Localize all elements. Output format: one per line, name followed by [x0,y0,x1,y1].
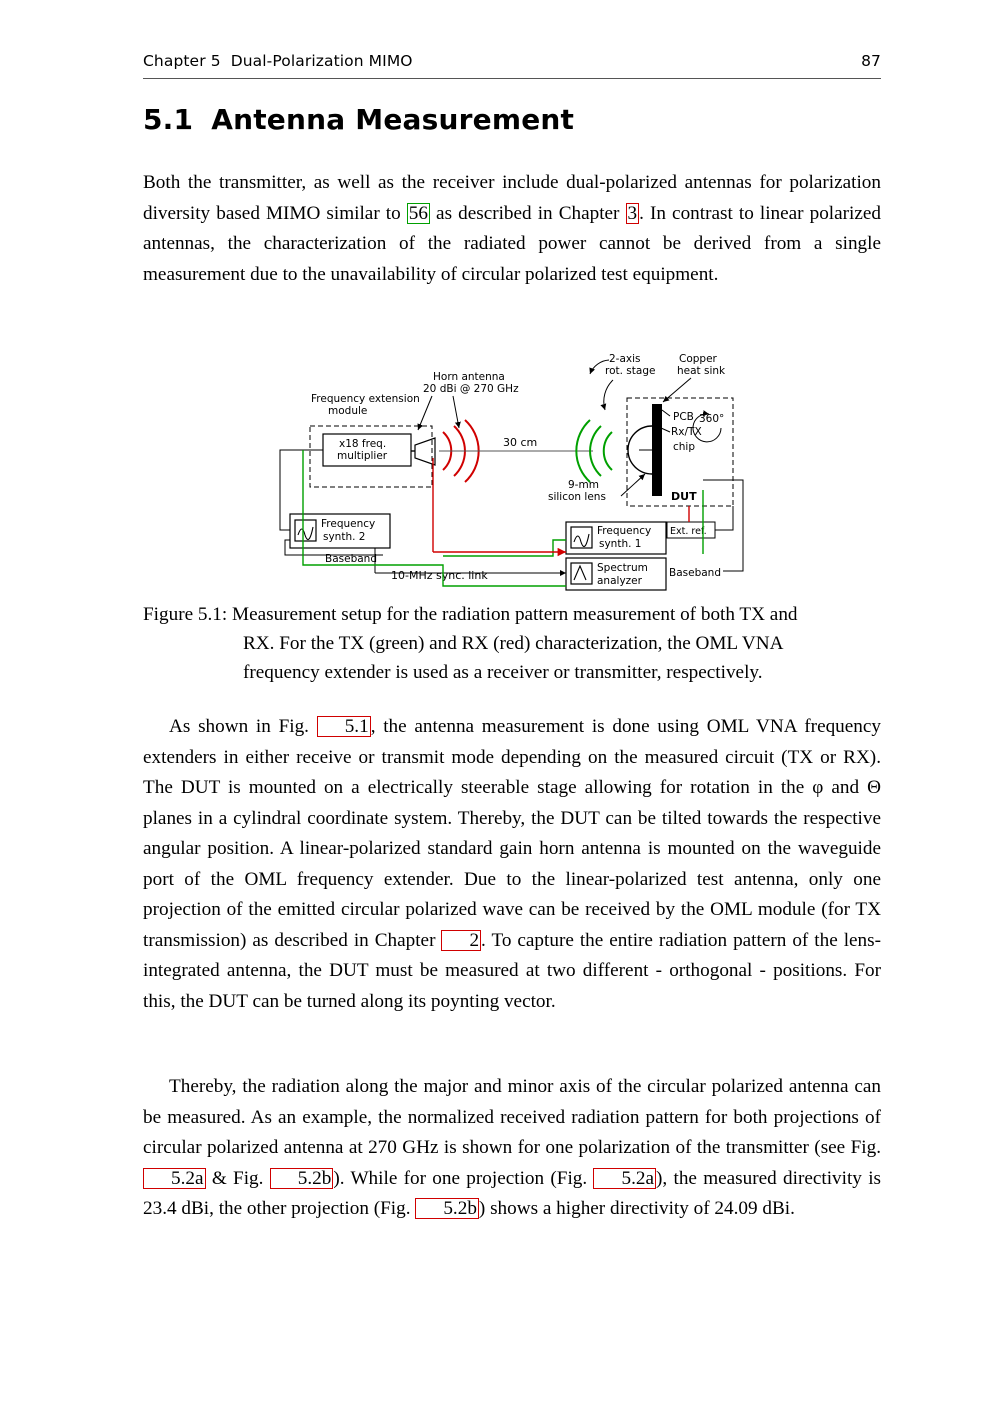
chapter-link-2[interactable]: 2 [441,930,481,951]
heat-sink-shape [652,404,662,496]
page-header [143,52,881,70]
caption-line2: RX. For the TX (green) and RX (red) characterization, the OML VNA [243,633,784,654]
paragraph-results [143,1072,881,1225]
label-rot-stage-line1: 2-axis [609,353,641,365]
label-freq-ext-module-line2: module [328,405,368,417]
p3-text-a: Thereby, the radiation along the major and minor axis of the circular polarized antenna can be measured. As an example, the normalized received radiation pattern for both projections of circular polarized antenna at 270 GHz is shown for one polarization of the transmitter (see Fig. [143,1076,881,1158]
label-baseband-left: Baseband [325,553,377,565]
p3-text-e: ) shows a higher directivity of 24.09 dBi. [478,1198,795,1219]
figure-link-5-2b[interactable]: 5.2b [270,1168,334,1189]
label-synth2-line1: Frequency [321,518,376,530]
p3-text-d: ), the measured directivity is 23.4 dBi, the other projection (Fig. [143,1167,881,1219]
label-dut: DUT [671,490,697,503]
label-horn-line1: Horn antenna [433,371,505,383]
label-multiplier-line2: multiplier [337,450,388,462]
label-freq-ext-module-line1: Frequency extension [311,393,420,405]
caption-line1: Measurement setup for the radiation pattern measurement of both TX and [232,604,798,625]
figure-5-1 [143,340,881,610]
p3-text-b: & Fig. [205,1167,270,1189]
p1-text-a: Both the transmitter, as well as the receiver include dual-polarized antennas for polarization diversity based MIMO similar to [143,172,881,224]
label-lens-line1: 9-mm [568,479,599,491]
p1-text-b: as described in Chapter [429,202,626,224]
page-title [143,103,574,136]
section-number: 5.1 [143,103,194,136]
label-distance: 30 cm [503,436,538,449]
figure-link-5-2b-2[interactable]: 5.2b [415,1198,479,1219]
label-360: 360° [699,413,725,425]
citation-link-56[interactable]: 56 [408,202,428,224]
label-baseband-right: Baseband [669,567,721,579]
measurement-setup-diagram [143,340,881,608]
figure-link-5-2a-2[interactable]: 5.2a [593,1168,656,1189]
label-sync-link: 10-MHz sync. link [391,569,488,582]
header-divider [143,78,881,79]
label-synth1-line1: Frequency [597,525,652,537]
label-horn-line2: 20 dBi @ 270 GHz [423,383,519,395]
figure-caption [143,600,881,687]
label-ext-ref: Ext. ref. [670,526,707,537]
p3-text-c: ). While for one projection (Fig. [333,1167,594,1189]
figure-link-5-2a[interactable]: 5.2a [143,1168,206,1189]
caption-line3: frequency extender is used as a receiver or transmitter, respectively. [243,662,763,683]
label-synth1-line2: synth. 1 [599,538,642,550]
caption-label: Figure 5.1: [143,604,228,625]
header-chapter-label: Chapter 5 Dual-Polarization MIMO [143,52,413,70]
label-rot-stage-line2: rot. stage [605,365,656,377]
label-chip: chip [673,441,696,453]
header-page-number: 87 [861,52,881,70]
section-title-text: Antenna Measurement [211,103,575,136]
p2-text-b: , the antenna measurement is done using OML VNA frequency extenders in either receive or transmit mode depending on the measured circuit (TX or RX). The DUT is mounted on a electrically steerable stage allowing for rotation in the φ and Θ planes in a cylindral coordinate system. Thereby, the DUT can be tilted towards the respective angular position. A linear-polarized standard gain horn antenna is mounted on the waveguide port of the OML frequency extender. Due to the linear-polarized test antenna, only one projection of the emitted circular polarized wave can be received by the OML module (for TX transmission) as described in Chapter [143,716,881,951]
label-pcb: PCB [673,411,694,423]
chapter-link-3[interactable]: 3 [627,202,638,224]
p2-text-a: As shown in Fig. [169,716,317,737]
paragraph-measurement [143,712,881,1017]
p2-text-c: . To capture the entire radiation pattern of the lens-integrated antenna, the DUT must be measured at two different - orthogonal - positions. For this, the DUT can be turned along its poynting vector. [143,929,881,1012]
label-heat-sink-line2: heat sink [677,365,726,377]
label-rxtx: Rx/TX [671,426,702,438]
label-lens-line2: silicon lens [548,491,606,503]
label-synth2-line2: synth. 2 [323,531,366,543]
label-spectrum-line2: analyzer [597,575,642,587]
p1-text-c: . In contrast to linear polarized antennas, the characterization of the radiated power cannot be derived from a single measurement due to the unavailability of circular polarized test equipment. [143,202,881,285]
figure-link-5-1[interactable]: 5.1 [317,716,371,737]
label-multiplier-line1: x18 freq. [339,438,387,450]
label-heat-sink-line1: Copper [679,353,717,365]
label-spectrum-line1: Spectrum [597,562,648,574]
paragraph-intro [143,168,881,290]
